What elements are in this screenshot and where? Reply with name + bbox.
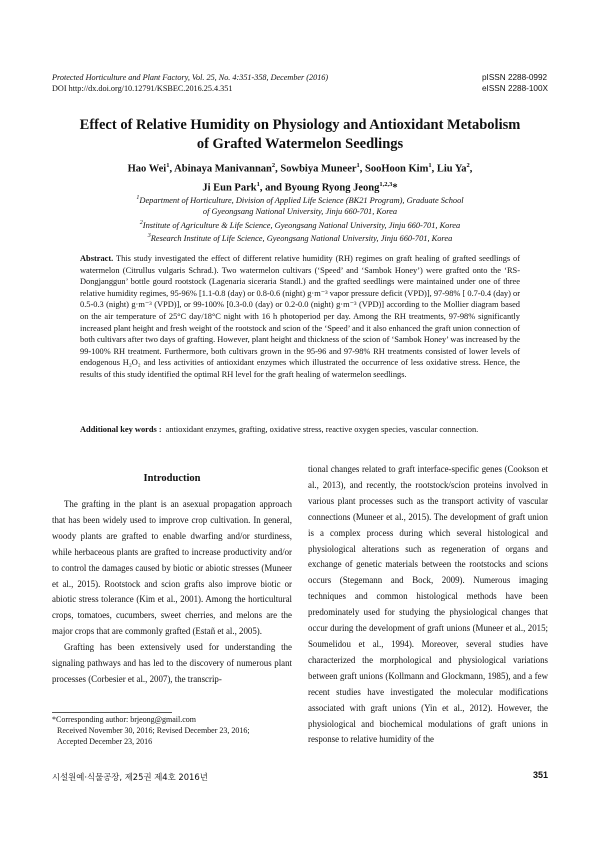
author-name: Ji Eun Park (202, 182, 257, 193)
author-sep: , (359, 163, 366, 175)
affiliation-sup: 1 (136, 195, 140, 201)
paragraph: tional changes related to graft interface-specific genes (Cookson et al., 2013), and recently, the rootstock/scion proteins involved in various plant processes such as the transport activity of vascular connections (Muneer et al., 2015). The development of graft union is a complex process during which several histological and physiological alterations such as regeneration of organs and exchange of genetic materials between the rootstocks and scions occurs (Stegemann and Bock, 2009). Numerous imaging techniques and common histological methods have been predominately used for studying the physiological changes that occur during the development of graft unions (Muneer et al., 2015; Soumelidou et al., 1994). Moreover, several studies have characterized the morphological and physiological variations between graft unions (Kollmann and Glockmann, 1985), and a few recent studies have investigated the molecular modifications associated with graft unions (Yin et al., 2012). However, the physiological and biochemical modulations of graft unions in response to relative humidity of the (308, 464, 548, 745)
title-line-2: of Grafted Watermelon Seedlings (196, 136, 404, 152)
author-sep: , (469, 163, 473, 175)
author-affil-sup: 1 (166, 162, 170, 169)
affiliation-sup: 3 (147, 232, 151, 239)
author-affil-sup: 2 (271, 162, 276, 169)
keywords-text: antioxidant enzymes, grafting, oxidative stress, reactive oxygen species, vascular connection. (165, 425, 479, 434)
section-title-introduction: Introduction (143, 473, 201, 484)
paragraph: The grafting in the plant is an asexual propagation approach that has been widely used to improve crop cultivation. In general, woody plants are grafted to enable dwarfing and/or sturdiness, while herbaceous plants are grafted to increase productivity and/or to control the damages caused by biotic or abiotic stresses (Muneer et al., 2015). Rootstock and scion grafts also improve biotic or abiotic stress tolerance (Kim et al., 2001). Among the horticultural crops, tomatoes, cucumbers, sweet cherries, and melons are the major crops that are commonly grafted (Estañ et al., 2005). (52, 499, 292, 637)
page-number: 351 (532, 770, 548, 780)
doi-line: DOI http://dx.doi.org/10.12791/KSBEC.2016.25.4.351 (52, 84, 233, 93)
affiliation (40, 218, 560, 231)
affiliation-text: Department of Horticulture, Division of Applied Life Science (BK21 Program), Graduate School (139, 195, 464, 205)
received-dates: Received November 30, 2016; Revised December 23, 2016; (57, 726, 250, 735)
footnote-divider (52, 712, 172, 713)
author-sep: , (275, 163, 281, 175)
keywords-label: Additional key words : (80, 425, 162, 434)
author-list (40, 158, 560, 195)
accepted-date: Accepted December 23, 2016 (57, 737, 153, 746)
affiliations (40, 193, 560, 244)
pissn: pISSN 2288-0992 (482, 73, 548, 82)
author-name: Hao Wei (127, 163, 167, 175)
paragraph: Grafting has been extensively used for understanding the signaling pathways and has led to the discovery of numerous plant processes (Corbesier et al., 2007), the transcrip- (52, 642, 292, 684)
affiliation-text: Research Institute of Life Science, Gyeongsang National University, Jinju 660-701, Korea (150, 233, 453, 243)
title-line-1: Effect of Relative Humidity on Physiology and Antioxidant Metabolism (79, 117, 521, 133)
author-sep: * (392, 182, 398, 193)
corresponding-author: *Corresponding author: brjeong@gmail.com (52, 715, 197, 724)
paper-title (40, 116, 560, 154)
journal-citation: Protected Horticulture and Plant Factory, Vol. 25, No. 4:351-358, December (2016) (52, 73, 329, 82)
author-name: Abinaya Manivannan (174, 163, 272, 175)
affiliation-sup: 2 (139, 219, 143, 226)
eissn: eISSN 2288-100X (482, 84, 548, 93)
journal-footer: 시설원예·식물공장, 제25권 제4호 2016년 (52, 772, 208, 782)
abstract-label: Abstract. (80, 254, 114, 263)
abstract (80, 253, 520, 381)
issn-block (482, 72, 548, 94)
right-column (308, 462, 548, 748)
keywords (80, 424, 520, 436)
author-sep: , (169, 163, 175, 175)
author-name: Sowbiya Muneer (280, 163, 357, 175)
authors-line-1 (40, 158, 560, 177)
affiliation (40, 193, 560, 206)
author-name: SooHoon Kim (365, 163, 429, 175)
affiliation-text: Institute of Agriculture & Life Science, Gyeongsang National University, Jinju 660-701, Korea (142, 220, 461, 230)
author-affil-sup: 1 (356, 162, 360, 169)
affiliation (40, 206, 560, 217)
left-column (52, 470, 292, 688)
author-name: Liu Ya (436, 163, 467, 175)
affiliation-text: of Gyeongsang National University, Jinju 660-701, Korea (202, 207, 398, 217)
author-name: Byoung Ryong Jeong (284, 182, 380, 193)
author-affil-sup: 1 (428, 162, 432, 169)
footnote (52, 714, 250, 747)
author-affil-sup: 1 (256, 180, 260, 188)
journal-header (52, 72, 328, 94)
author-affil-sup: 2 (466, 162, 470, 169)
author-sep: , and (259, 182, 285, 193)
affiliation (40, 231, 560, 244)
author-sep: , (431, 163, 437, 175)
author-affil-sup: 1,2,3 (379, 180, 393, 188)
abstract-text: This study investigated the effect of different relative humidity (RH) regimes on graft healing of grafted seedlings of watermelon (Citrullus vulgaris Schrad.). Two watermelon cultivars (‘Speed’ and ‘Sambok Honey’) were grafted onto the ‘RS-Dongjanggun’ bottle gourd rootstock (Lagenaria siceraria Standl.) and the grafted seedlings were maintained under one of three relative humidity regimes, 95-96% [1.1-0.8 (day) or 0.8-0.6 (night) g·m⁻³ vapor pressure deficit (VPD)], 97-98% [ 0.7-0.4 (day) or 0.5-0.3 (night) g·m⁻³ (VPD)], or 99-100% [0.3-0.0 (day) or 0.2-0.0 (night) g·m⁻³ (VPD)] according to the Mollier diagram based on the air temperature of 25°C day/18°C night with 16 h photoperiod per day. Among the RH treatments, 97-98% significantly increased plant height and fresh weight of the rootstock and scion of the ‘Speed’ and it also enhanced the graft union connection of both cultivars after two days of grafting. However, plant height and thickness of the scion of ‘Sambok Honey’ was increased by the 99-100% RH treatment. Furthermore, both cultivars grown in the 95-96 and 97-98% RH treatments consisted of lower levels of endogenous H₂O₂ and less activities of antioxidant enzymes which illustrated the occurrence of less oxidative stress. Hence, the results of this study identified the optimal RH level for the graft healing of watermelon seedlings. (80, 254, 520, 379)
